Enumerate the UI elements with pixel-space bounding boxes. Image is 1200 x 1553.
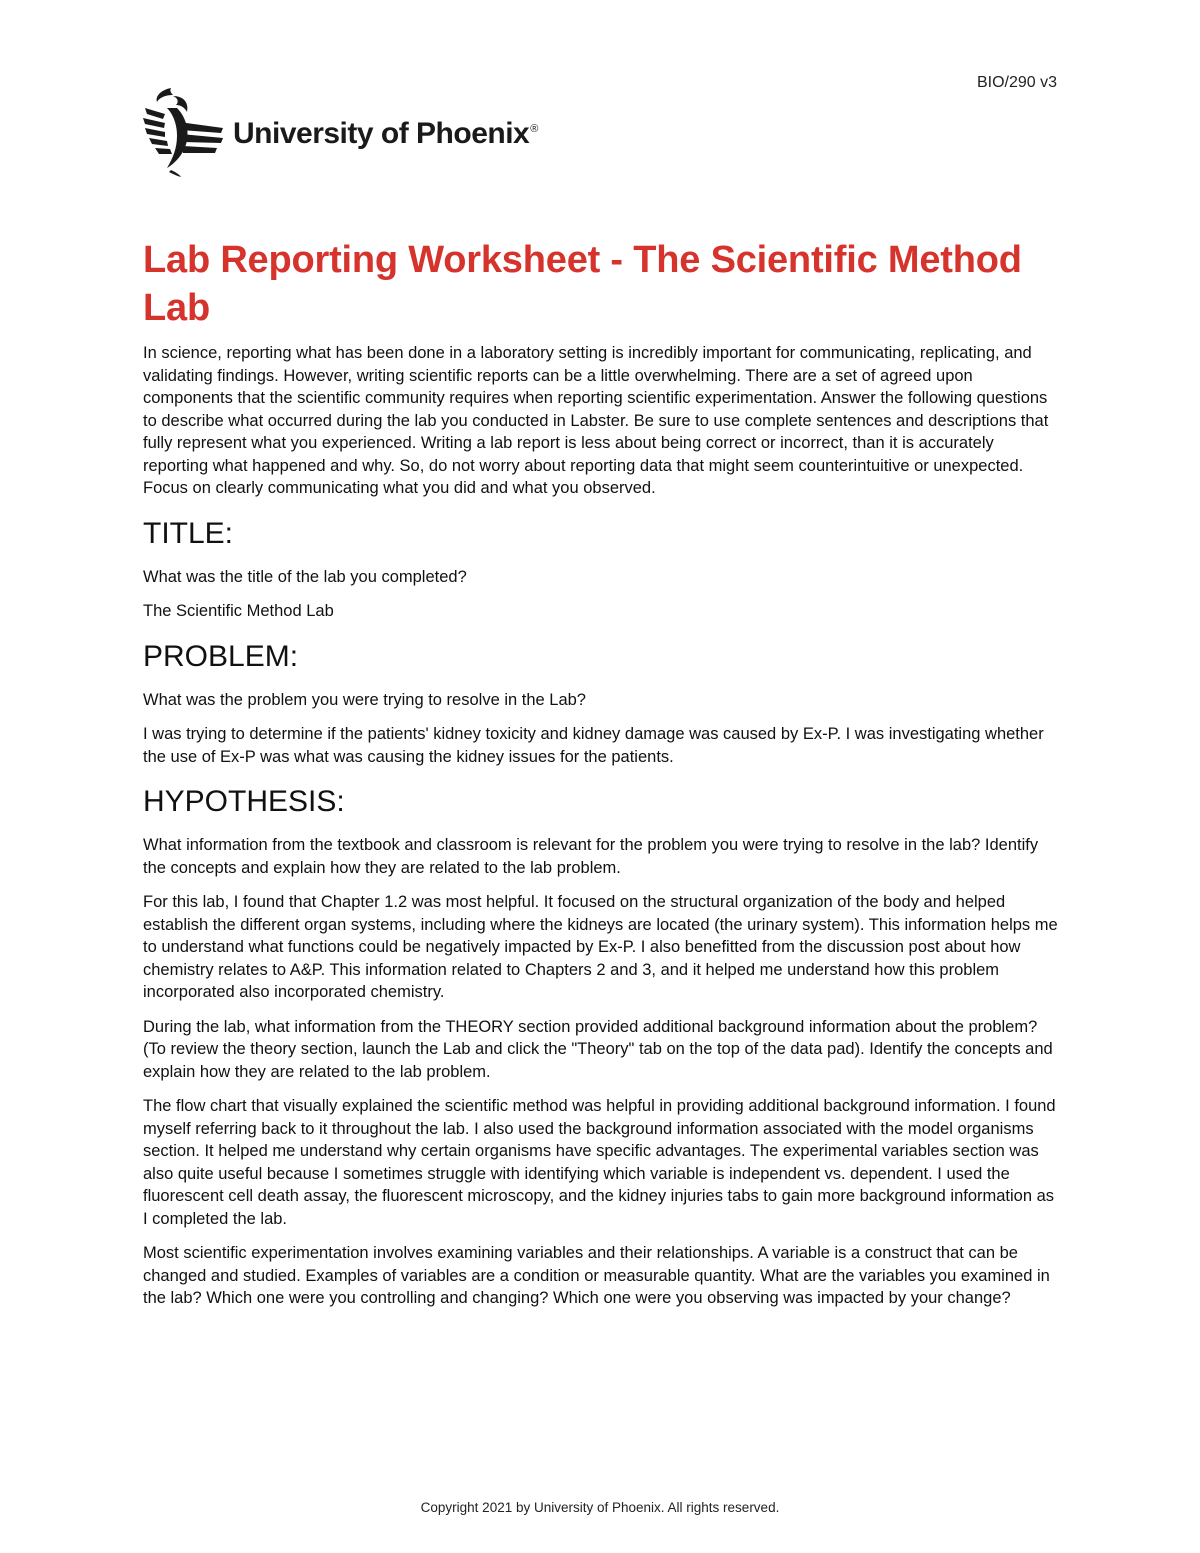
problem-section-heading: PROBLEM:: [143, 639, 299, 673]
phoenix-bird-icon: [143, 86, 225, 178]
title-question: What was the title of the lab you completed?: [143, 567, 467, 586]
university-logo: [143, 86, 538, 178]
hypothesis-question-2: During the lab, what information from the THEORY section provided additional background information about the problem? (To review the theory section, launch the Lab and click the "Theory" tab on the top of the data pad). Identify the concepts and explain how they are related to the lab problem.: [143, 1017, 1053, 1081]
title-answer: The Scientific Method Lab: [143, 602, 334, 620]
document-body: [143, 236, 1061, 1322]
intro-paragraph: In science, reporting what has been done in a laboratory setting is incredibly important for communicating, replicating, and validating findings. However, writing scientific reports can be a little overwhelming. There are a set of agreed upon components that the scientific community requires when reporting scientific experimentation. Answer the following questions to describe what occurred during the lab you conducted in Labster. Be sure to use complete sentences and descriptions that fully represent what you experienced. Writing a lab report is less about being correct or incorrect, than it is accurately reporting what happened and why. So, do not worry about reporting data that might seem counterintuitive or unexpected. Focus on clearly communicating what you did and what you observed.: [143, 344, 1049, 497]
problem-answer: I was trying to determine if the patients' kidney toxicity and kidney damage was caused by Ex-P. I was investigating whether the use of Ex-P was what was causing the kidney issues for the patients.: [143, 725, 1044, 766]
hypothesis-question-3: Most scientific experimentation involves examining variables and their relationships. A variable is a construct that can be changed and studied. Examples of variables are a condition or measurable quantity. What are the variables you examined in the lab? Which one were you controlling and changing? Which one were you observing was impacted by your change?: [143, 1244, 1050, 1307]
hypothesis-answer-2: The flow chart that visually explained the scientific method was helpful in providing additional background information. I found myself referring back to it throughout the lab. I also used the background information associated with the model organisms section. It helped me understand why certain organisms have specific advantages. The experimental variables section was also quite useful because I sometimes struggle with identifying which variable is independent vs. dependent. I used the fluorescent cell death assay, the fluorescent microscopy, and the kidney injuries tabs to gain more background information as I completed the lab.: [143, 1097, 1056, 1228]
copyright-footer: Copyright 2021 by University of Phoenix. All rights reserved.: [420, 1500, 780, 1515]
hypothesis-answer-1: For this lab, I found that Chapter 1.2 was most helpful. It focused on the structural organization of the body and helped establish the different organ systems, including where the kidneys are located (the urinary system). This information helps me to understand what functions could be negatively impacted by Ex-P. I also benefitted from the discussion post about how chemistry relates to A&P. This information related to Chapters 2 and 3, and it helped me understand how this problem incorporated also incorporated chemistry.: [143, 893, 1058, 1001]
problem-question: What was the problem you were trying to resolve in the Lab?: [143, 690, 586, 709]
hypothesis-section-heading: HYPOTHESIS:: [143, 785, 345, 818]
title-section-heading: TITLE:: [143, 516, 234, 550]
course-code: BIO/290 v3: [976, 74, 1057, 91]
page-title: Lab Reporting Worksheet - The Scientific Method Lab: [143, 239, 1022, 329]
hypothesis-question-1: What information from the textbook and classroom is relevant for the problem you were trying to resolve in the lab? Identify the concepts and explain how they are related to the lab problem.: [143, 836, 1039, 877]
logo-text: University of Phoenix®: [233, 117, 538, 150]
